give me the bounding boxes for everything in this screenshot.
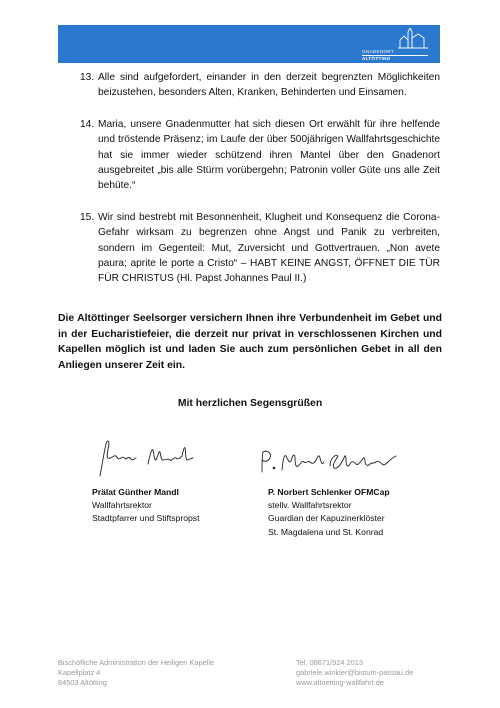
item-text: Wir sind bestrebt mit Besonnenheit, Klugheit und Konsequenz die Corona-Gefahr wirksam zu begrenzen ohne Angst und Panik zu verbreiten, sondern im Gegenteil: Mut, Zuversicht und Gottvertrauen. „Non avete paura; aprite le porte a Cristo“ – HABT KEINE ANGST, ÖFFNET DIE TÜR FÜR CHRISTUS (Hl. Papst Johannes Paul II.): [98, 211, 440, 285]
footer-line: Bischöfliche Administration der Heiligen Kapelle: [58, 658, 215, 667]
signatory-right: [268, 486, 390, 539]
item-text: Alle sind aufgefordert, einander in den derzeit begrenzten Möglichkeiten beizustehen, besonders Alten, Kranken, Behinderten und Einsamen.: [98, 72, 440, 99]
footer-line: Kapellplatz 4: [58, 668, 101, 678]
closing-paragraph: Die Altöttinger Seelsorger versichern Ihnen ihre Verbundenheit im Gebet und in der Eucharistiefeier, die derzeit nur privat in verschlossenen Kirchen und Kapellen möglich ist und laden Sie auch zum persönlichen Gebet in all den Anliegen unserer Zeit ein.: [58, 313, 442, 371]
list-item: [80, 210, 440, 287]
list-item: [80, 117, 440, 194]
item-text: Maria, unsere Gnadenmutter hat sich diesen Ort erwählt für ihre helfende und tröstende Präsenz; im Laufe der über 500jährigen Wallfahrtsgeschichte hat sie immer wieder schützend ihren Mantel über den Gnadenort ausgebreitet „bis alle Stürm vorübergehn; Patronin voller Güte uns alle Zeit behüte.“: [98, 118, 440, 192]
logo-line1: GNADENORT: [362, 49, 394, 54]
footer-email-link[interactable]: gabriele.winkler@bistum-passau.de: [296, 668, 414, 678]
signatory-role: Stadtpfarrer und Stiftspropst: [92, 513, 200, 524]
list-item: [80, 70, 440, 101]
signatory-role: St. Magdalena und St. Konrad: [268, 526, 384, 537]
greeting: Mit herzlichen Segensgrüßen: [177, 398, 323, 409]
numbered-list: [80, 70, 440, 303]
footer-address: [58, 658, 214, 689]
signatory-role: Wallfahrtsrektor: [92, 500, 152, 511]
signatory-role: stellv. Wallfahrtsrektor: [268, 500, 352, 511]
footer-line: 84503 Altötting: [58, 678, 107, 688]
signatory-name: Prälat Günther Mandl: [92, 487, 179, 497]
item-number: 14.: [80, 118, 95, 130]
footer-phone: Tel. 08671/924 2013: [296, 658, 363, 667]
signatory-role: Guardian der Kapuzinerklöster: [268, 513, 385, 524]
item-number: 15.: [80, 211, 95, 223]
signature-schlenker-image: [256, 446, 406, 476]
signature-mandl-image: [96, 438, 206, 480]
item-number: 13.: [80, 72, 95, 83]
signatory-name: P. Norbert Schlenker OFMCap: [268, 487, 390, 497]
logo-line2: ALTÖTTING: [362, 56, 391, 61]
footer-website-link[interactable]: www.altoetting-wallfahrt.de: [296, 678, 384, 688]
signatory-left: [92, 486, 199, 526]
footer-contact: [296, 658, 413, 689]
